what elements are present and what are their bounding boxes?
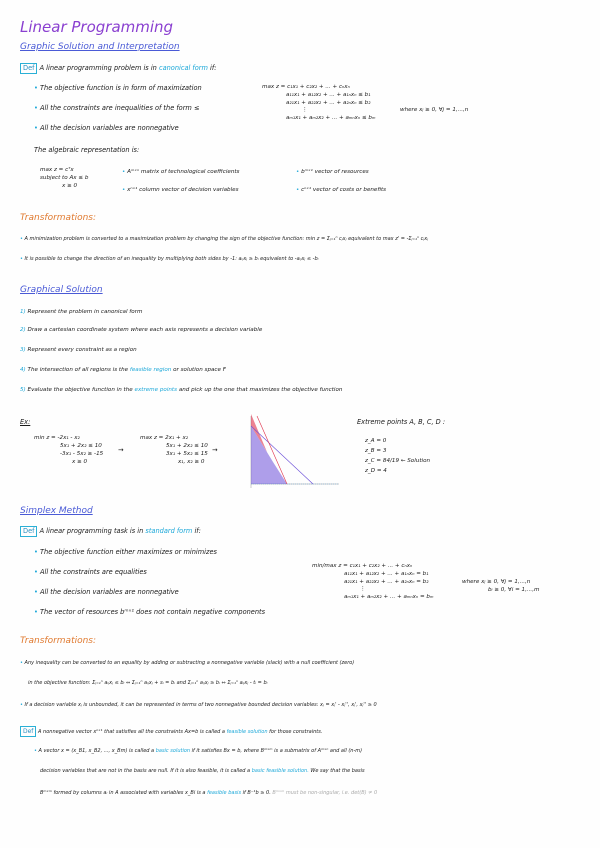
list-item: 1) Represent the problem in canonical form (20, 309, 143, 315)
arrow-icon: → (118, 446, 124, 454)
extreme-values: z_A = 0 z_B = 3 z_C = 84/19 ← Solution z_D = 4 (365, 438, 431, 474)
list-item: • Any inequality can be converted to an equality by adding or subtracting a nonnegative variable (slack) with a null coefficient (zero) (20, 660, 355, 666)
arrow-icon: → (212, 446, 218, 454)
algebraic-intro: The algebraic representation is: (34, 146, 140, 154)
feasible-region-chart (243, 412, 343, 492)
list-item: • If a decision variable xⱼ is unbounded, it can be represented in terms of two nonnegative bounded decision variables: xⱼ = xⱼ' - xⱼ'', xⱼ', xⱼ'' ≥ 0 (20, 702, 377, 708)
list-item: • xⁿˣ¹ column vector of decision variables (122, 187, 239, 193)
section-title-graphical: Graphical Solution (20, 285, 103, 295)
def-basic-line3: Bᵐˣᵐ formed by columns aᵢ in A associated with variables x_Bi is a feasible basis if B⁻¹b ≥ 0. Bᵐˣᵐ must be non-singular, i.e. det(B) ≠ 0 (40, 790, 378, 796)
list-item: • All the decision variables are nonnegative (34, 588, 179, 596)
list-item: • All the constraints are equalities (34, 568, 147, 576)
list-item: • bᵐˣ¹ vector of resources (296, 169, 369, 175)
list-item: 2) Draw a cartesian coordinate system where each axis represents a decision variable (20, 327, 263, 333)
def-canonical: Def A linear programming problem is in canonical form if: (20, 63, 216, 74)
standard-model: min/max z = c₁x₁ + c₂x₂ + ... + cₙxₙ a₁₁x₁ + a₁₂x₂ + ... + a₁ₙxₙ = b₁ a₂₁x₁ + a₂₂x₂ + ... + a₂ₙxₙ = b₂ ⋮ aₘ₁x₁ + aₘ₂x₂ + ... + aₘₙxₙ = bₘ (312, 563, 434, 600)
list-item: • A minimization problem is converted to a maximization problem by changing the sign of the objective function: min z = Σⱼ₌₁ⁿ cⱼxⱼ equivalent to max z' = -Σⱼ₌₁ⁿ cⱼxⱼ (20, 236, 429, 242)
extreme-title: Extreme points A, B, C, D : (357, 418, 446, 426)
list-item: 3) Represent every constraint as a region (20, 347, 137, 353)
list-item: • The objective function is in form of maximization (34, 84, 202, 92)
section-title-simplex: Simplex Method (20, 506, 93, 516)
list-item: • It is possible to change the direction of an inequality by multiplying both sides by -1: aᵢⱼxⱼ ≥ bᵢ equivalent to -aᵢⱼxⱼ ≤ -bᵢ (20, 256, 319, 262)
list-item: • cⁿˣ¹ vector of costs or benefits (296, 187, 387, 193)
def-standard: Def A linear programming task is in standard form if: (20, 526, 201, 537)
list-item: 4) The intersection of all regions is the feasible region or solution space F (20, 367, 226, 373)
canonical-model: max z = c₁x₁ + c₂x₂ + ... + cₙxₙ a₁₁x₁ + a₁₂x₂ + ... + a₁ₙxₙ ≤ b₁ a₂₁x₁ + a₂₂x₂ + ... + a₂ₙxₙ ≤ b₂ ⋮ aₘ₁x₁ + aₘ₂x₂ + ... + aₘₙxₙ ≤ bₘ (262, 84, 376, 121)
transformations-heading: Transformations: (20, 213, 97, 223)
list-item: • All the constraints are inequalities of the form ≤ (34, 104, 200, 112)
example-label: Ex: (20, 418, 31, 426)
def-basic-line2: decision variables that are not in the basis are null. If it is also feasible, it is called a basic feasible solution. We say that the basis (40, 768, 365, 774)
section-title-graphic: Graphic Solution and Interpretation (20, 42, 180, 52)
def-feasible: Def A nonnegative vector xⁿˣ¹ that satisfies all the constraints Ax=b is called a feasible solution for those constraints. (20, 726, 322, 737)
algebraic-form: max z = cᵀx subject to Ax ≤ b x ≥ 0 (40, 167, 89, 189)
list-item: • Aᵐˣⁿ matrix of technological coefficients (122, 169, 240, 175)
def-basic-line1: • A vector x = (x_B1, x_B2, ..., x_Bm) is called a basic solution if it satisfies Bx = b, where Bᵐˣᵐ is a submatrix of Aᵐˣⁿ and all (n-m) (34, 748, 363, 754)
example-original: min z = -2x₁ - x₂ 5x₁ + 2x₂ ≤ 10 -3x₁ - 5x₂ ≥ -15 x ≥ 0 (34, 435, 104, 465)
transformations-heading: Transformations: (20, 636, 97, 646)
def-label: Def (20, 63, 37, 74)
page-title: Linear Programming (20, 18, 174, 36)
list-item-cont: in the objective function: Σⱼ₌₁ⁿ aᵢⱼxⱼ ≤ bᵢ ⇔ Σⱼ₌₁ⁿ aᵢⱼxⱼ + sᵢ = bᵢ and Σⱼ₌₁ⁿ aᵢⱼxⱼ ≥ bᵢ ⇔ Σⱼ₌₁ⁿ aᵢⱼxⱼ - tᵢ = bᵢ (28, 680, 268, 686)
list-item: • The objective function either maximizes or minimizes (34, 548, 217, 556)
list-item: • All the decision variables are nonnegative (34, 124, 179, 132)
list-item: 5) Evaluate the objective function in the extreme points and pick up the one that maximizes the objective function (20, 387, 343, 393)
example-converted: max z = 2x₁ + x₂ 5x₁ + 2x₂ ≤ 10 3x₁ + 5x₂ ≤ 15 x₁, x₂ ≥ 0 (140, 435, 208, 465)
list-item: • The vector of resources bᵐˣ¹ does not contain negative components (34, 608, 266, 616)
standard-where: where xⱼ ≥ 0, ∀j = 1,...,n bᵢ ≥ 0, ∀i = 1,...,m (462, 579, 540, 593)
canonical-where: where xⱼ ≥ 0, ∀j = 1,...,n (400, 107, 469, 113)
